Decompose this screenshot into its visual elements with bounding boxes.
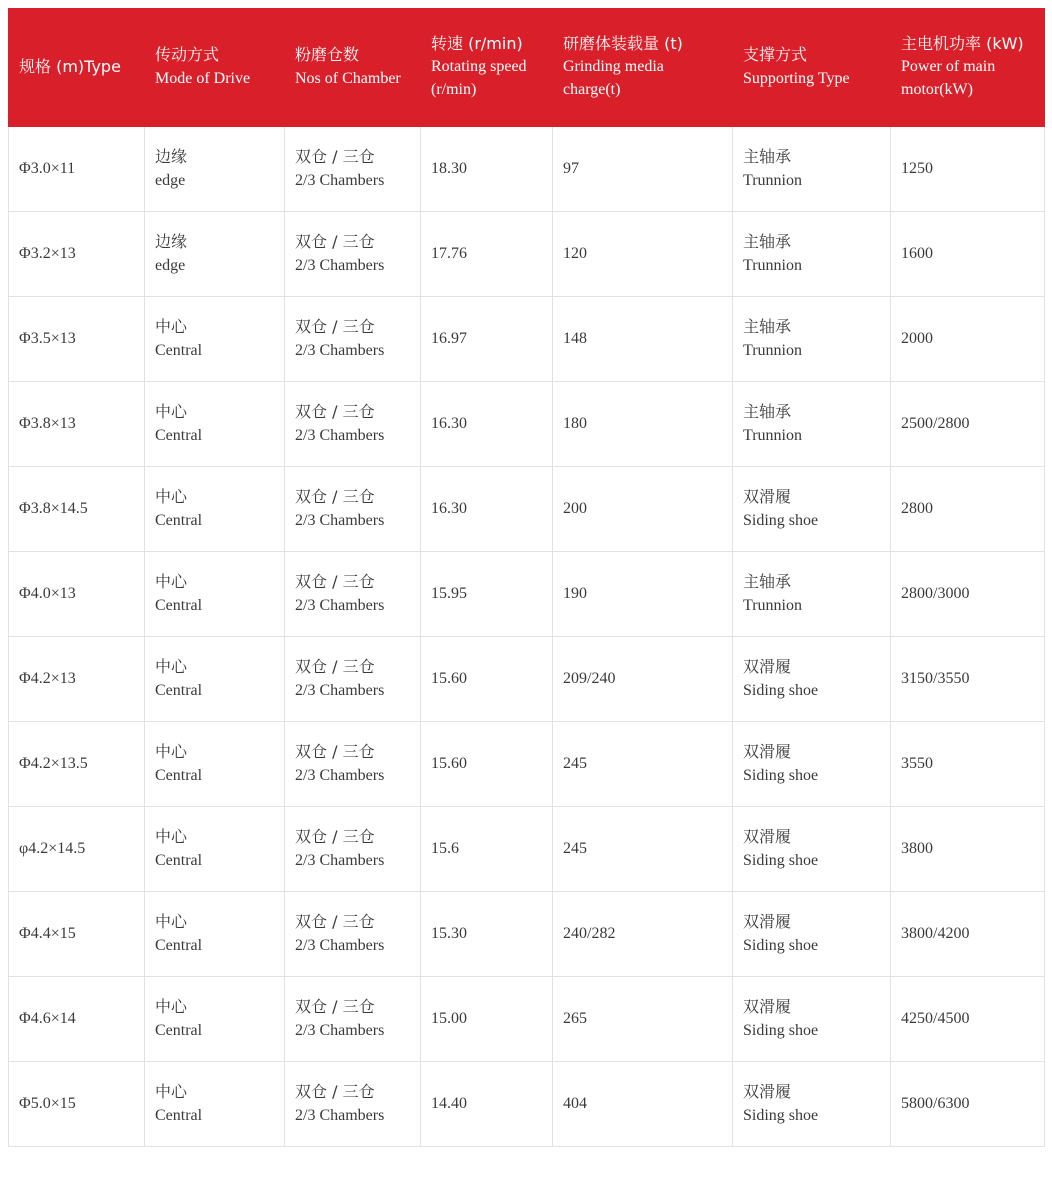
cell-mode-of-drive-cn: 边缘 bbox=[155, 232, 188, 251]
cell-supporting-type-en: Siding shoe bbox=[743, 937, 819, 954]
cell-mode-of-drive-cn: 中心 bbox=[155, 402, 188, 421]
cell-rotating-speed: 15.30 bbox=[421, 892, 553, 977]
cell-supporting-type-en: Trunnion bbox=[743, 427, 802, 444]
column-header-mode-of-drive-en: Mode of Drive bbox=[155, 69, 251, 87]
cell-type: Φ3.8×14.5 bbox=[9, 467, 145, 552]
cell-mode-of-drive-cn: 中心 bbox=[155, 572, 188, 591]
cell-supporting-type-cn: 双滑履 bbox=[743, 1082, 792, 1101]
cell-nos-of-chamber-cn: 双仓 / 三仓 bbox=[295, 487, 375, 506]
cell-grinding-media-charge: 120 bbox=[553, 212, 733, 297]
cell-mode-of-drive-en: Central bbox=[155, 1107, 203, 1124]
cell-supporting-type-cn: 主轴承 bbox=[743, 572, 792, 591]
cell-nos-of-chamber bbox=[285, 807, 421, 892]
cell-nos-of-chamber-cn: 双仓 / 三仓 bbox=[295, 657, 375, 676]
cell-nos-of-chamber-en: 2/3 Chambers bbox=[295, 1022, 385, 1039]
cell-mode-of-drive-en: Central bbox=[155, 682, 203, 699]
cell-nos-of-chamber-cn: 双仓 / 三仓 bbox=[295, 997, 375, 1016]
cell-type: Φ4.4×15 bbox=[9, 892, 145, 977]
table-row bbox=[9, 977, 1045, 1062]
cell-nos-of-chamber bbox=[285, 382, 421, 467]
cell-supporting-type-en: Trunnion bbox=[743, 172, 802, 189]
cell-nos-of-chamber-en: 2/3 Chambers bbox=[295, 427, 385, 444]
cell-supporting-type-en: Siding shoe bbox=[743, 512, 819, 529]
cell-nos-of-chamber bbox=[285, 552, 421, 637]
cell-nos-of-chamber bbox=[285, 637, 421, 722]
cell-supporting-type-cn: 双滑履 bbox=[743, 912, 792, 931]
cell-mode-of-drive-cn: 中心 bbox=[155, 742, 188, 761]
table-row bbox=[9, 552, 1045, 637]
cell-power-of-main-motor: 2800/3000 bbox=[891, 552, 1045, 637]
cell-supporting-type-cn: 主轴承 bbox=[743, 147, 792, 166]
cell-mode-of-drive-en: Central bbox=[155, 427, 203, 444]
cell-mode-of-drive-en: Central bbox=[155, 342, 203, 359]
cell-supporting-type bbox=[733, 892, 891, 977]
table-row bbox=[9, 382, 1045, 467]
cell-power-of-main-motor: 1250 bbox=[891, 127, 1045, 212]
cell-type: Φ3.2×13 bbox=[9, 212, 145, 297]
cell-power-of-main-motor: 5800/6300 bbox=[891, 1062, 1045, 1147]
cell-supporting-type-cn: 主轴承 bbox=[743, 317, 792, 336]
column-header-mode-of-drive bbox=[145, 9, 285, 127]
cell-mode-of-drive bbox=[145, 637, 285, 722]
cell-mode-of-drive bbox=[145, 467, 285, 552]
cell-power-of-main-motor: 3800/4200 bbox=[891, 892, 1045, 977]
cell-nos-of-chamber bbox=[285, 297, 421, 382]
cell-nos-of-chamber bbox=[285, 467, 421, 552]
cell-supporting-type-en: Siding shoe bbox=[743, 1022, 819, 1039]
cell-supporting-type-cn: 双滑履 bbox=[743, 487, 792, 506]
cell-mode-of-drive-cn: 边缘 bbox=[155, 147, 188, 166]
column-header-power-of-main-motor-en: Power of main motor(kW) bbox=[901, 57, 996, 99]
cell-grinding-media-charge: 209/240 bbox=[553, 637, 733, 722]
cell-supporting-type bbox=[733, 382, 891, 467]
cell-nos-of-chamber bbox=[285, 977, 421, 1062]
cell-grinding-media-charge: 97 bbox=[553, 127, 733, 212]
column-header-supporting-type-cn: 支撑方式 bbox=[743, 45, 808, 65]
cell-rotating-speed: 16.30 bbox=[421, 467, 553, 552]
cell-grinding-media-charge: 245 bbox=[553, 722, 733, 807]
cell-grinding-media-charge: 190 bbox=[553, 552, 733, 637]
cell-supporting-type-cn: 双滑履 bbox=[743, 997, 792, 1016]
cell-supporting-type-en: Trunnion bbox=[743, 342, 802, 359]
cell-power-of-main-motor: 3150/3550 bbox=[891, 637, 1045, 722]
cell-supporting-type-en: Siding shoe bbox=[743, 1107, 819, 1124]
column-header-nos-of-chamber-cn: 粉磨仓数 bbox=[295, 45, 360, 65]
cell-nos-of-chamber-en: 2/3 Chambers bbox=[295, 172, 385, 189]
cell-grinding-media-charge: 265 bbox=[553, 977, 733, 1062]
cell-nos-of-chamber bbox=[285, 1062, 421, 1147]
cell-supporting-type bbox=[733, 807, 891, 892]
cell-nos-of-chamber-cn: 双仓 / 三仓 bbox=[295, 317, 375, 336]
cell-type: Φ4.6×14 bbox=[9, 977, 145, 1062]
column-header-supporting-type bbox=[733, 9, 891, 127]
cell-power-of-main-motor: 4250/4500 bbox=[891, 977, 1045, 1062]
column-header-nos-of-chamber-en: Nos of Chamber bbox=[295, 69, 401, 87]
cell-type: Φ3.8×13 bbox=[9, 382, 145, 467]
cell-mode-of-drive bbox=[145, 212, 285, 297]
cell-type: φ4.2×14.5 bbox=[9, 807, 145, 892]
table-row bbox=[9, 127, 1045, 212]
cell-supporting-type bbox=[733, 127, 891, 212]
cell-rotating-speed: 16.30 bbox=[421, 382, 553, 467]
cell-rotating-speed: 16.97 bbox=[421, 297, 553, 382]
cell-type: Φ5.0×15 bbox=[9, 1062, 145, 1147]
cell-nos-of-chamber-en: 2/3 Chambers bbox=[295, 1107, 385, 1124]
cell-nos-of-chamber-cn: 双仓 / 三仓 bbox=[295, 147, 375, 166]
column-header-mode-of-drive-cn: 传动方式 bbox=[155, 45, 220, 65]
cell-nos-of-chamber-en: 2/3 Chambers bbox=[295, 852, 385, 869]
cell-mode-of-drive-cn: 中心 bbox=[155, 997, 188, 1016]
column-header-rotating-speed-cn: 转速 (r/min) bbox=[431, 33, 523, 53]
cell-mode-of-drive bbox=[145, 977, 285, 1062]
cell-supporting-type-cn: 主轴承 bbox=[743, 402, 792, 421]
cell-rotating-speed: 15.60 bbox=[421, 637, 553, 722]
cell-mode-of-drive-cn: 中心 bbox=[155, 827, 188, 846]
table-row bbox=[9, 637, 1045, 722]
column-header-nos-of-chamber bbox=[285, 9, 421, 127]
column-header-power-of-main-motor bbox=[891, 9, 1045, 127]
cell-mode-of-drive-cn: 中心 bbox=[155, 912, 188, 931]
cell-mode-of-drive-cn: 中心 bbox=[155, 1082, 188, 1101]
table-row bbox=[9, 212, 1045, 297]
cell-mode-of-drive-en: Central bbox=[155, 852, 203, 869]
cell-rotating-speed: 15.95 bbox=[421, 552, 553, 637]
cell-power-of-main-motor: 2500/2800 bbox=[891, 382, 1045, 467]
column-header-grinding-media-charge-en: Grinding media charge(t) bbox=[563, 57, 664, 99]
cell-nos-of-chamber-en: 2/3 Chambers bbox=[295, 257, 385, 274]
cell-power-of-main-motor: 2800 bbox=[891, 467, 1045, 552]
cell-type: Φ4.2×13 bbox=[9, 637, 145, 722]
cell-nos-of-chamber-cn: 双仓 / 三仓 bbox=[295, 572, 375, 591]
column-header-grinding-media-charge bbox=[553, 9, 733, 127]
cell-supporting-type-cn: 主轴承 bbox=[743, 232, 792, 251]
cell-mode-of-drive bbox=[145, 382, 285, 467]
cell-supporting-type bbox=[733, 552, 891, 637]
cell-rotating-speed: 14.40 bbox=[421, 1062, 553, 1147]
cell-nos-of-chamber-en: 2/3 Chambers bbox=[295, 597, 385, 614]
table-row bbox=[9, 722, 1045, 807]
cell-type: Φ3.5×13 bbox=[9, 297, 145, 382]
cell-nos-of-chamber bbox=[285, 127, 421, 212]
cell-nos-of-chamber-en: 2/3 Chambers bbox=[295, 682, 385, 699]
cell-grinding-media-charge: 240/282 bbox=[553, 892, 733, 977]
cell-mode-of-drive-cn: 中心 bbox=[155, 657, 188, 676]
cell-nos-of-chamber-cn: 双仓 / 三仓 bbox=[295, 1082, 375, 1101]
cell-mode-of-drive bbox=[145, 807, 285, 892]
column-header-power-of-main-motor-cn: 主电机功率 (kW) bbox=[901, 33, 1024, 53]
cell-nos-of-chamber-cn: 双仓 / 三仓 bbox=[295, 742, 375, 761]
cell-mode-of-drive bbox=[145, 722, 285, 807]
cell-mode-of-drive-en: Central bbox=[155, 512, 203, 529]
cell-type: Φ3.0×11 bbox=[9, 127, 145, 212]
cell-mode-of-drive bbox=[145, 892, 285, 977]
ball-mill-specification-table bbox=[8, 8, 1045, 1147]
cell-nos-of-chamber bbox=[285, 722, 421, 807]
cell-nos-of-chamber-cn: 双仓 / 三仓 bbox=[295, 232, 375, 251]
cell-grinding-media-charge: 180 bbox=[553, 382, 733, 467]
cell-supporting-type bbox=[733, 977, 891, 1062]
column-header-type bbox=[9, 9, 145, 127]
table-row bbox=[9, 892, 1045, 977]
cell-mode-of-drive bbox=[145, 552, 285, 637]
cell-type: Φ4.2×13.5 bbox=[9, 722, 145, 807]
cell-nos-of-chamber-en: 2/3 Chambers bbox=[295, 767, 385, 784]
cell-supporting-type-cn: 双滑履 bbox=[743, 827, 792, 846]
cell-supporting-type bbox=[733, 212, 891, 297]
cell-supporting-type-en: Trunnion bbox=[743, 257, 802, 274]
cell-supporting-type-en: Trunnion bbox=[743, 597, 802, 614]
cell-nos-of-chamber-cn: 双仓 / 三仓 bbox=[295, 402, 375, 421]
cell-nos-of-chamber-en: 2/3 Chambers bbox=[295, 512, 385, 529]
cell-mode-of-drive bbox=[145, 297, 285, 382]
cell-mode-of-drive-en: Central bbox=[155, 937, 203, 954]
cell-nos-of-chamber-cn: 双仓 / 三仓 bbox=[295, 912, 375, 931]
cell-power-of-main-motor: 3550 bbox=[891, 722, 1045, 807]
column-header-type-cn: 规格 (m)Type bbox=[19, 56, 121, 76]
cell-nos-of-chamber-en: 2/3 Chambers bbox=[295, 937, 385, 954]
cell-supporting-type bbox=[733, 637, 891, 722]
cell-power-of-main-motor: 3800 bbox=[891, 807, 1045, 892]
table-body bbox=[9, 127, 1045, 1147]
cell-rotating-speed: 15.60 bbox=[421, 722, 553, 807]
cell-supporting-type-en: Siding shoe bbox=[743, 682, 819, 699]
table-row bbox=[9, 467, 1045, 552]
cell-mode-of-drive-en: Central bbox=[155, 767, 203, 784]
cell-supporting-type-cn: 双滑履 bbox=[743, 742, 792, 761]
column-header-rotating-speed-en: Rotating speed (r/min) bbox=[431, 57, 527, 99]
cell-nos-of-chamber-cn: 双仓 / 三仓 bbox=[295, 827, 375, 846]
cell-supporting-type-cn: 双滑履 bbox=[743, 657, 792, 676]
cell-mode-of-drive-en: edge bbox=[155, 172, 186, 189]
cell-nos-of-chamber bbox=[285, 892, 421, 977]
table-row bbox=[9, 807, 1045, 892]
cell-mode-of-drive-en: Central bbox=[155, 597, 203, 614]
table-header bbox=[9, 9, 1045, 127]
cell-mode-of-drive-cn: 中心 bbox=[155, 487, 188, 506]
table-header-row bbox=[9, 9, 1045, 127]
cell-mode-of-drive-en: edge bbox=[155, 257, 186, 274]
column-header-grinding-media-charge-cn: 研磨体装载量 (t) bbox=[563, 33, 683, 53]
cell-rotating-speed: 18.30 bbox=[421, 127, 553, 212]
cell-power-of-main-motor: 1600 bbox=[891, 212, 1045, 297]
cell-nos-of-chamber bbox=[285, 212, 421, 297]
cell-rotating-speed: 15.6 bbox=[421, 807, 553, 892]
cell-supporting-type-en: Siding shoe bbox=[743, 767, 819, 784]
cell-mode-of-drive-en: Central bbox=[155, 1022, 203, 1039]
table-row bbox=[9, 297, 1045, 382]
cell-nos-of-chamber-en: 2/3 Chambers bbox=[295, 342, 385, 359]
cell-power-of-main-motor: 2000 bbox=[891, 297, 1045, 382]
cell-type: Φ4.0×13 bbox=[9, 552, 145, 637]
cell-rotating-speed: 15.00 bbox=[421, 977, 553, 1062]
cell-mode-of-drive bbox=[145, 1062, 285, 1147]
cell-grinding-media-charge: 404 bbox=[553, 1062, 733, 1147]
cell-supporting-type bbox=[733, 722, 891, 807]
cell-grinding-media-charge: 200 bbox=[553, 467, 733, 552]
cell-supporting-type bbox=[733, 297, 891, 382]
cell-grinding-media-charge: 148 bbox=[553, 297, 733, 382]
cell-supporting-type-en: Siding shoe bbox=[743, 852, 819, 869]
table-row bbox=[9, 1062, 1045, 1147]
cell-mode-of-drive bbox=[145, 127, 285, 212]
cell-grinding-media-charge: 245 bbox=[553, 807, 733, 892]
column-header-rotating-speed bbox=[421, 9, 553, 127]
cell-rotating-speed: 17.76 bbox=[421, 212, 553, 297]
cell-mode-of-drive-cn: 中心 bbox=[155, 317, 188, 336]
cell-supporting-type bbox=[733, 467, 891, 552]
cell-supporting-type bbox=[733, 1062, 891, 1147]
column-header-supporting-type-en: Supporting Type bbox=[743, 69, 850, 87]
